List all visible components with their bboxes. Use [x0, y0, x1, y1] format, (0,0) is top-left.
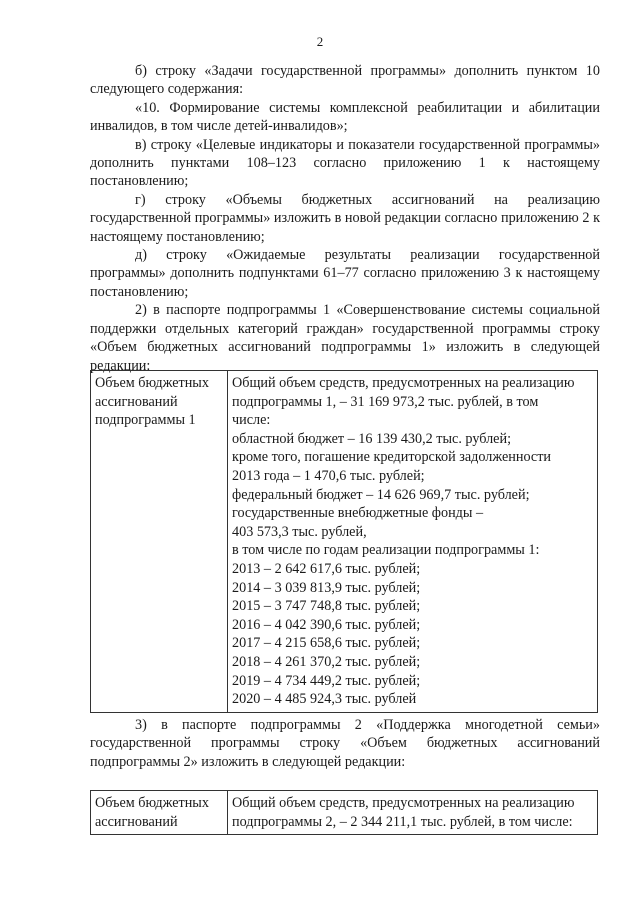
label-line: ассигнований [95, 813, 178, 830]
label-line: Объем бюджетных [95, 795, 209, 811]
paragraph-2: 2) в паспорте подпрограммы 1 «Совершенствование системы социальной поддержки отдельных категорий граждан» государственной программы строку «Объем бюджетных ассигнований подпрограммы 1» изложить в следующей редакции: [90, 302, 600, 374]
page-number: 2 [316, 34, 324, 49]
table-label-cell [91, 371, 228, 713]
table-content-cell [228, 791, 598, 835]
year-line-2018: 2018 – 4 261 370,2 тыс. рублей; [232, 653, 421, 670]
table-row [91, 791, 598, 835]
year-line-2013: 2013 – 2 642 617,6 тыс. рублей; [232, 560, 421, 577]
budget-table-subprogram-2 [90, 790, 598, 835]
content-line: Общий объем средств, предусмотренных на реализацию [232, 375, 575, 391]
document-body [90, 62, 600, 375]
content-line: числе: [232, 412, 271, 429]
content-line: федеральный бюджет – 14 626 969,7 тыс. рублей; [232, 486, 530, 503]
content-line: Общий объем средств, предусмотренных на реализацию [232, 795, 575, 811]
paragraph-b: б) строку «Задачи государственной программы» дополнить пунктом 10 следующего содержания: [90, 63, 600, 98]
content-line: 2013 года – 1 470,6 тыс. рублей; [232, 467, 425, 484]
content-line: 403 573,3 тыс. рублей, [232, 523, 367, 540]
table-row [91, 371, 598, 713]
table-content-cell [228, 371, 598, 713]
budget-table-subprogram-1 [90, 370, 598, 713]
year-line-2015: 2015 – 3 747 748,8 тыс. рублей; [232, 598, 421, 615]
content-line: кроме того, погашение кредиторской задолженности [232, 449, 551, 466]
content-line: подпрограммы 2, – 2 344 211,1 тыс. рублей, в том числе: [232, 813, 573, 830]
year-line-2014: 2014 – 3 039 813,9 тыс. рублей; [232, 579, 421, 596]
paragraph-d: д) строку «Ожидаемые результаты реализации государственной программы» дополнить подпунктами 61–77 согласно приложению 3 к настоящему постановлению; [90, 247, 600, 300]
year-line-2016: 2016 – 4 042 390,6 тыс. рублей; [232, 616, 421, 633]
content-line: областной бюджет – 16 139 430,2 тыс. рублей; [232, 430, 512, 447]
table-label-cell [91, 791, 228, 835]
year-line-2019: 2019 – 4 734 449,2 тыс. рублей; [232, 672, 421, 689]
year-line-2020: 2020 – 4 485 924,3 тыс. рублей [232, 691, 417, 708]
paragraph-quote-10: «10. Формирование системы комплексной реабилитации и абилитации инвалидов, в том числе детей-инвалидов»; [90, 99, 600, 135]
content-line: государственные внебюджетные фонды – [232, 505, 484, 522]
paragraph-v: в) строку «Целевые индикаторы и показатели государственной программы» дополнить пунктами 108–123 согласно приложению 1 к настоящему постановлению; [90, 136, 600, 190]
label-line: Объем бюджетных [95, 375, 209, 391]
content-line: в том числе по годам реализации подпрограммы 1: [232, 542, 540, 559]
content-line: подпрограммы 1, – 31 169 973,2 тыс. рублей, в том [232, 393, 539, 410]
paragraph-3: 3) в паспорте подпрограммы 2 «Поддержка многодетной семьи» государственной программы строку «Объем бюджетных ассигнований подпрограммы 2» изложить в следующей редакции: [90, 717, 600, 770]
label-line: ассигнований [95, 393, 178, 410]
label-line: подпрограммы 1 [95, 412, 196, 429]
paragraph-g: г) строку «Объемы бюджетных ассигнований на реализацию государственной программы» изложить в новой редакции согласно приложению 2 к настоящему постановлению; [90, 191, 600, 245]
year-line-2017: 2017 – 4 215 658,6 тыс. рублей; [232, 635, 421, 652]
